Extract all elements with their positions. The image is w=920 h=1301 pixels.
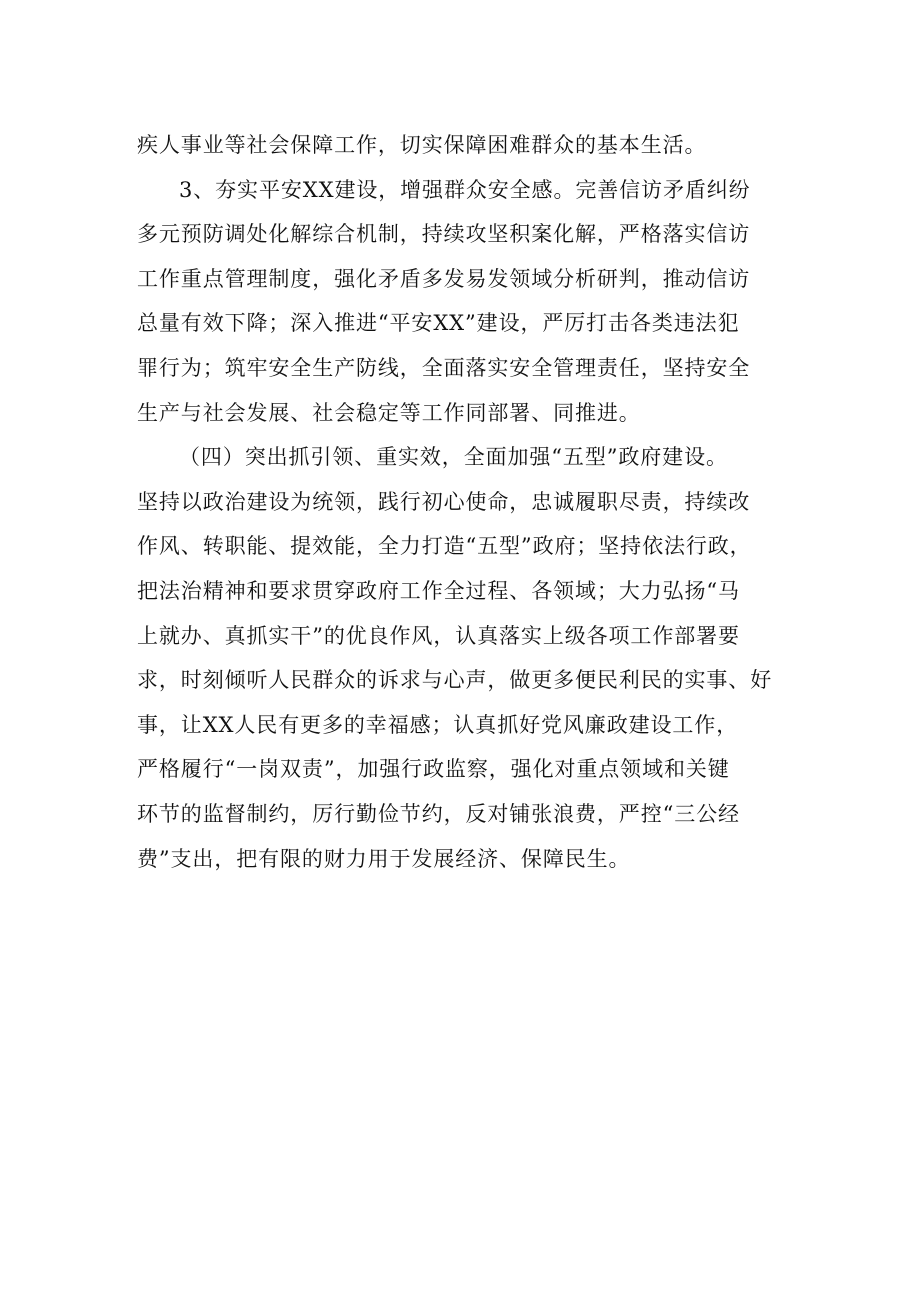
text-line: 严格履行“一岗双责”，加强行政监察，强化对重点领域和关键 <box>137 757 730 782</box>
text-line: 罪行为；筑牢安全生产防线，全面落实安全管理责任，坚持安全 <box>137 355 751 380</box>
text-line: 疾人事业等社会保障工作，切实保障困难群众的基本生活。 <box>137 133 707 157</box>
text-line: 总量有效下降；深入推进“平安XX”建设，严厉打击各类违法犯 <box>137 311 740 336</box>
text-line: 坚持以政治建设为统领，践行初心使命，忠诚履职尽责，持续改 <box>137 489 751 514</box>
text-line: 工作重点管理制度，强化矛盾多发易发领域分析研判，推动信访 <box>137 266 751 291</box>
section-heading-line: 3、夯实平安XX建设，增强群众安全感。完善信访矛盾纠纷 <box>179 177 751 202</box>
text-line: 事，让XX人民有更多的幸福感；认真抓好党风廉政建设工作， <box>137 712 739 737</box>
text-line: 把法治精神和要求贯穿政府工作全过程、各领域；大力弘扬“马 <box>137 578 740 603</box>
text-line: 上就办、真抓实干”的优良作风，认真落实上级各项工作部署要 <box>137 623 740 648</box>
text-line: 生产与社会发展、社会稳定等工作同部署、同推进。 <box>137 400 641 425</box>
text-line: 作风、转职能、提效能，全力打造“五型”政府；坚持依法行政， <box>137 534 752 559</box>
text-line: 多元预防调处化解综合机制，持续攻坚积案化解，严格落实信访 <box>137 222 751 247</box>
document-body <box>137 123 802 881</box>
text-line: 环节的监督制约，厉行勤俭节约，反对铺张浪费，严控“三公经 <box>137 801 740 826</box>
section-heading-line: （四）突出抓引领、重实效，全面加强“五型”政府建设。 <box>179 445 728 470</box>
text-line: 求，时刻倾听人民群众的诉求与心声，做更多便民利民的实事、好 <box>137 668 773 693</box>
text-line: 费”支出，把有限的财力用于发展经济、保障民生。 <box>137 846 631 871</box>
